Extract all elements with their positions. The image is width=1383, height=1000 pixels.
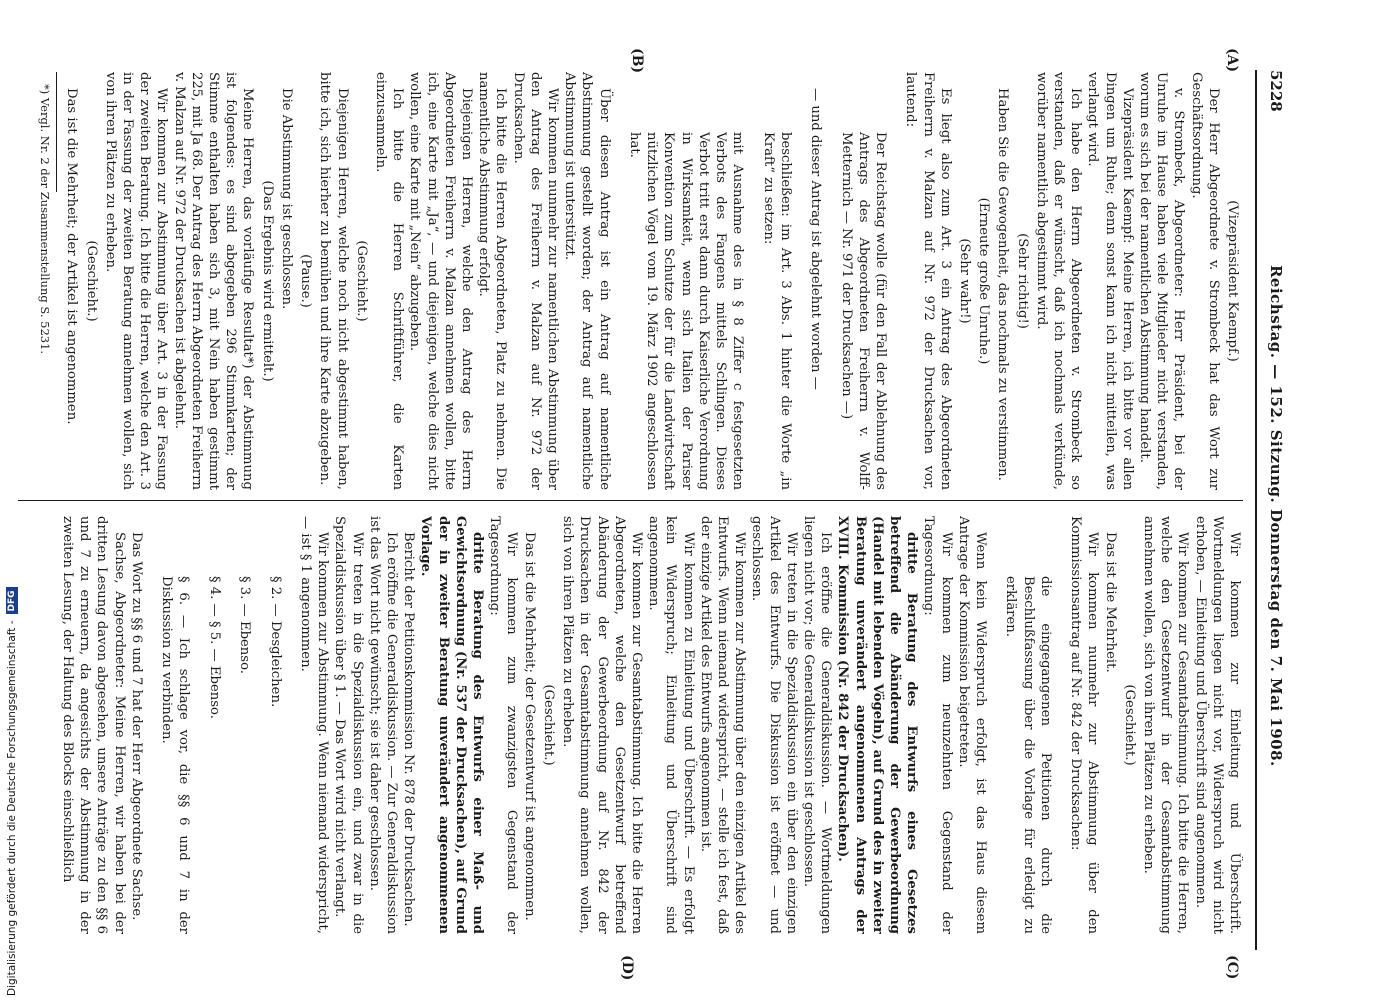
paragraph: (Geschieht.) (1121, 684, 1137, 766)
footnote-rule (56, 72, 57, 192)
paragraph: (Geschieht.) (83, 240, 99, 322)
paragraph: Ich bitte die Herren Schriftführer, die Karten einzusammeln. (372, 72, 406, 490)
paragraph: Das ist die Mehrheit; der Gesetzentwurf ist angenommen. (521, 532, 537, 921)
footnote: *) Vergl. Nr. 2 der Zusammenstellung S. 5231. (38, 84, 53, 355)
paragraph: Wir kommen zur Gesamtabstimmung. Ich bitte die Herren Abgeordneten, welche den Gesetzentwurf betreffend Abänderung der Gewerbeordnung auf Nr. 842 der Drucksachen in der Gesamtabstimmung annehmen wollen, sich von ihren Plätzen zu erheben. (560, 516, 644, 934)
paragraph: Wir kommen zur Einleitung und Überschrift. Wortmeldungen liegen nicht vor, Widerspruch wird nicht erhoben, — Einleitung und Überschrift sind angenommen. (1192, 516, 1242, 934)
column-divider (18, 500, 1243, 501)
paragraph: Sachse, Abgeordneter: Meine Herren, wir haben bei der dritten Lesung davon abgesehen, unsere Anträge zu den §§ 6 und 7 zu erneuern, da angesichts der Abstimmung in der zweiten Lesung, der Haltung des Blocks einschließlich (60, 516, 127, 934)
page-title: Reichstag. — 152. Sitzung. Donnerstag den 7. Mai 1908. (1267, 264, 1285, 767)
paragraph: Der Herr Abgeordnete v. Strombeck hat das Wort zur Geschäftsordnung. (1188, 72, 1221, 490)
margin-marker-b: (B) (629, 48, 645, 74)
paragraph: (Pause.) (298, 254, 314, 308)
paragraph: § 6. — Ich schlage vor, die §§ 6 und 7 in der Diskussion zu verbinden. (159, 576, 192, 934)
paragraph: § 3. — Ebenso. (237, 576, 253, 674)
paragraph: Wir kommen zur Abstimmung. Wenn niemand widerspricht, — ist § 1 angenommen. (298, 516, 331, 934)
paragraph: (Das Ergebnis wird ermittelt.) (259, 180, 275, 382)
paragraph: Wir kommen nunmehr zur Abstimmung über den Kommissionsantrag auf Nr. 842 der Drucksachen: (1068, 516, 1101, 934)
credit-line (2, 0, 22, 996)
paragraph: Wir kommen zur Abstimmung über den einzigen Artikel des Entwurfs. Wenn niemand widerspricht, — stelle ich fest, daß der einzige Artikel des Entwurfs angenommen ist. (697, 516, 748, 934)
paragraph: Haben Sie die Gewogenheit, das nochmals zu verstimmen. (995, 88, 1011, 481)
dfg-logo: DFG (6, 587, 18, 614)
paragraph: Ich eröffne die Generaldiskussion. — Zur Generaldiskussion ist das Wort nicht gewünscht; sie ist daher geschlossen. (366, 516, 400, 934)
credit-text: Digitalisierung gefördert durch die Deutsche Forschungsgemeinschaft - (6, 620, 18, 996)
paragraph: Wir kommen zur Gesamtabstimmung. Ich bitte die Herren, welche den Gesetzentwurf in der Gesamtabstimmung annehmen wollen, sich von ihren Plätzen zu erheben. (1140, 516, 1191, 934)
paragraph: Die Abstimmung ist geschlossen. (278, 88, 294, 310)
paragraph: die eingegangenen Petitionen durch die Beschlußfassung über die Vorlage für erledigt zu erklären. (1003, 576, 1053, 934)
paragraph: Wir kommen zu Einleitung und Überschrift. — Es erfolgt kein Widerspruch; Einleitung und Überschrift sind angenommen. (646, 516, 696, 934)
paragraph: (Geschieht.) (540, 684, 556, 766)
paragraph: mit Ausnahme des in § 8 Ziffer c festgesetzten Verbots des Fangens mittels Schlingen. Dieses Verbot tritt erst dann durch Kaiserliche Verordnung in Wirksamkeit, wenn sich Italien der Pariser Konvention zum Schutze der für die Landwirtschaft nützlichen Vögel vom 19. März 1902 angeschlossen hat. (626, 132, 746, 490)
margin-marker-c: (C) (1224, 955, 1240, 980)
paragraph: Ich habe den Herrn Abgeordneten v. Strombeck so verstanden, daß er wünscht, daß ich nochmals verkünde, worüber namentlich abgestimmt wird. (1033, 72, 1084, 490)
left-paragraphs (63, 72, 1241, 490)
paragraph: Wir kommen nunmehr zur namentlichen Abstimmung über den Antrag des Freiherrn v. Malzan auf Nr. 972 der Drucksachen. (510, 72, 560, 490)
paragraph: Das ist die Mehrheit. (1102, 532, 1118, 673)
paragraph: Vizepräsident Kaempf: Meine Herren, ich bitte vor allen Dingen um Ruhe; denn sonst kann ich nicht mitteilen, was verlangt wird. (1085, 72, 1135, 490)
paragraph: § 2. — Desgleichen. (267, 576, 283, 708)
left-column (18, 72, 1243, 490)
paragraph: beschließen: im Art. 3 Abs. 1 hinter die Worte „in Kraft“ zu setzen: (760, 132, 793, 490)
paragraph: (Erneute große Unruhe.) (976, 197, 992, 365)
paragraph: dritte Beratung des Entwurfs einer Maß- und Gewichtsordnung (Nr. 537 der Drucksachen), auf Grund der in zweiter Beratung unverändert angenommenen Vorlage. (418, 516, 486, 934)
paragraph: (Vizepräsident Kaempf.) (1225, 200, 1240, 362)
paragraph: Diejenigen Herren, welche noch nicht abgestimmt haben, bitte ich, sich hierher zu bemühen und ihre Karte abzugeben. (317, 72, 350, 490)
paragraph: Der Reichstag wolle (für den Fall der Ablehnung des Antrags des Abgeordneten Freiherrn v. Wolff-Metternich — Nr. 971 der Drucksachen —) (838, 132, 888, 490)
paragraph: Wir treten in die Spezialdiskussion ein über den einzigen Artikel des Entwurfs. Die Diskussion ist eröffnet — und geschlossen. (749, 516, 799, 934)
paragraph: (Sehr richtig!) (1014, 233, 1030, 329)
paragraph: Wir kommen zum neunzehnten Gegenstand der Tagesordnung: (921, 516, 954, 934)
paragraph: Wenn kein Widerspruch erfolgt, ist das Haus diesem Antrage der Kommission beigetreten. (955, 516, 988, 934)
paragraph: § 4. — § 5. — Ebenso. (206, 576, 222, 719)
right-column (18, 516, 1243, 934)
paragraph: — und dieser Antrag ist abgelehnt worden — (808, 88, 824, 390)
paragraph: Diejenigen Herren, welche den Antrag des Herrn Abgeordneten Freiherrn v. Malzan annehmen wollen, bitte ich, eine Karte mit „Ja“, — und diejenigen, welche dies nicht wollen, eine Karte mit „Nein“ abzugeben. (407, 72, 474, 490)
paragraph: Ich eröffne die Generaldiskussion. — Wortmeldungen liegen nicht vor; die Generaldiskussion ist geschlossen. (800, 516, 834, 934)
margin-marker-a: (A) (1224, 48, 1240, 73)
paragraph: dritte Beratung des Entwurfs eines Gesetzes betreffend die Abänderung der Gewerbeordnung (Handel mit lebenden Vögeln), auf Grund des in zweiter Beratung unverändert angenommenen Antrags der XVIII. Kommission (Nr. 842 der Drucksachen). (835, 516, 920, 934)
paragraph: (Geschieht.) (353, 240, 369, 322)
paragraph: Wir kommen zur Abstimmung über Art. 3 in der Fassung der zweiten Beratung. Ich bitte die Herren, welche den Art. 3 in der Fassung der zweiten Beratung annehmen wollen, sich von ihren Plätzen zu erheben. (102, 72, 170, 490)
paragraph: v. Strombeck, Abgeordneter: Herr Präsident, bei der Unruhe im Hause haben viele Mitglieder nicht verstanden, worum es sich bei der namentlichen Abstimmung handelt. (1136, 72, 1187, 490)
paragraph: Ich bitte die Herren Abgeordneten, Platz zu nehmen. Die namentliche Abstimmung erfolgt. (476, 72, 509, 490)
paragraph: Wir treten in die Spezialdiskussion ein, und zwar in die Spezialdiskussion über § 1. — Das Wort wird nicht verlangt. (332, 516, 365, 934)
right-paragraphs (59, 516, 1243, 934)
page-number: 5228 (1267, 70, 1285, 112)
paragraph: (Sehr wahr!) (956, 238, 972, 324)
paragraph: Es liegt also zum Art. 3 ein Antrag des Abgeordneten Freiherrn v. Malzan auf Nr. 972 der Drucksachen vor, lautend: (903, 72, 953, 490)
paragraph: Bericht der Petitionskommission Nr. 878 der Drucksachen. (401, 532, 417, 927)
paragraph: Meine Herren, das vorläufige Resultat*) der Abstimmung ist folgendes: es sind abgegeben 296 Stimmkarten; der Stimme enthalten haben sich 3, mit Nein haben gestimmt 225, mit Ja 68. Der Antrag des Herrn Abgeordneten Freiherrn v. Malzan auf Nr. 972 der Drucksachen ist abgelehnt. (171, 72, 256, 490)
paragraph: Über diesen Antrag ist ein Antrag auf namentliche Abstimmung gestellt worden; der Antrag auf namentliche Abstimmung ist unterstützt. (562, 72, 612, 490)
paragraph: Wir kommen zum zwanzigsten Gegenstand der Tagesordnung: (487, 516, 520, 934)
margin-marker-d: (D) (619, 955, 635, 981)
paragraph: Das Wort zu §§ 6 und 7 hat der Herr Abgeordnete Sachse. (128, 532, 144, 921)
page-header (1255, 70, 1295, 950)
paragraph: Das ist die Mehrheit; der Artikel ist angenommen. (64, 88, 80, 425)
credit-strip (0, 0, 20, 1000)
